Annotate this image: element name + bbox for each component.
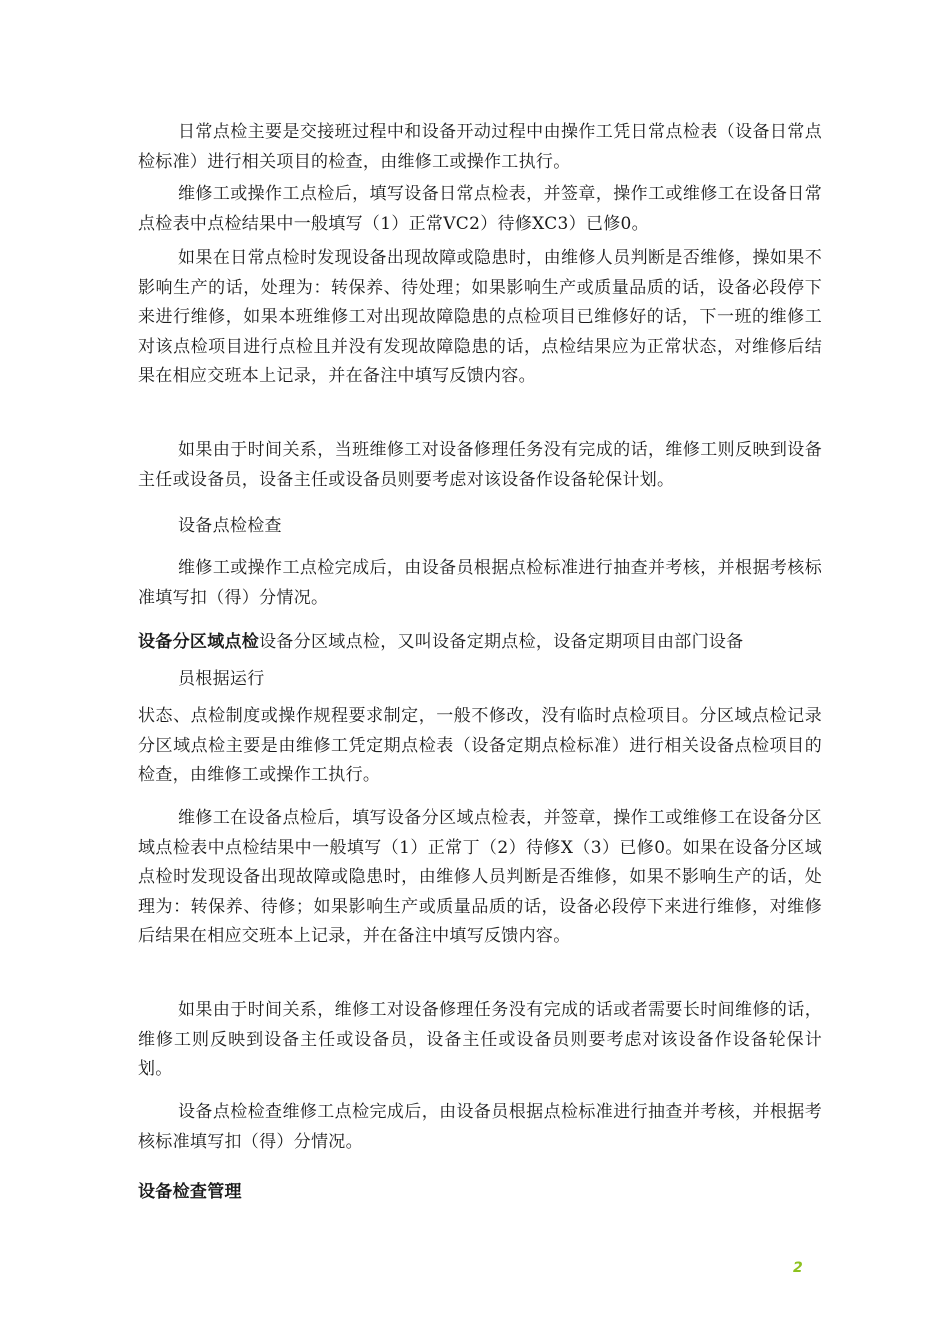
paragraph-zone-time-constraint: 如果由于时间关系，维修工对设备修理任务没有完成的话或者需要长时间维修的话，维修工则反映到设备主任或设备员，设备主任或设备员则要考虑对该设备作设备轮保计划。 [138,1000,822,1079]
zone-inspection-heading: 设备分区域点检 [138,632,260,652]
paragraph-fault-handling: 如果在日常点检时发现设备出现故障或隐患时，由维修人员判断是否维修，操如果不影响生产的话，处理为：转保养、待处理；如果影响生产或质量品质的话，设备必段停下来进行维修，如果本班维修工对出现故障隐患的点检项目已维修好的话，下一班的维修工对该点检项目进行点检且并没有发现故障隐患的话，点检结果应为正常状态，对维修后结果在相应交班本上记录，并在备注中填写反馈内容。 [138,248,822,386]
paragraph-zone-inspection-cont: 员根据运行 [178,669,265,689]
page-number: 2 [793,1260,803,1276]
paragraph-zone-inspection [138,628,822,658]
paragraph-zone-fill: 维修工在设备点检后，填写设备分区域点检表，并签章，操作工或维修工在设备分区域点检表中点检结果中一般填写（1）正常丁（2）待修X（3）已修0。如果在设备分区域点检时发现设备出现故障或隐患时，由维修人员判断是否维修，如果不影响生产的话，处理为：转保养、待修；如果影响生产或质量品质的话，设备必段停下来进行维修，对维修后结果在相应交班本上记录，并在备注中填写反馈内容。 [138,808,822,946]
zone-inspection-text: 设备分区域点检，又叫设备定期点检，设备定期项目由部门设备 [259,632,744,652]
section-heading-equipment-check: 设备检查管理 [138,1182,242,1202]
paragraph-zone-check: 设备点检检查维修工点检完成后，由设备员根据点检标准进行抽查并考核，并根据考核标准填写扣（得）分情况。 [138,1102,822,1152]
paragraph-daily-record: 维修工或操作工点检后，填写设备日常点检表，并签章，操作工或维修工在设备日常点检表中点检结果中一般填写（1）正常VC2）待修XC3）已修0。 [138,184,822,234]
paragraph-inspection-check: 维修工或操作工点检完成后，由设备员根据点检标准进行抽查并考核，并根据考核标准填写扣（得）分情况。 [138,558,822,608]
paragraph-inspection-check-title: 设备点检检查 [178,516,282,536]
paragraph-daily-inspection: 日常点检主要是交接班过程中和设备开动过程中由操作工凭日常点检表（设备日常点检标准）进行相关项目的检查，由维修工或操作工执行。 [138,122,822,172]
paragraph-time-constraint: 如果由于时间关系，当班维修工对设备修理任务没有完成的话，维修工则反映到设备主任或设备员，设备主任或设备员则要考虑对该设备作设备轮保计划。 [138,440,822,490]
paragraph-zone-record: 状态、点检制度或操作规程要求制定，一般不修改，没有临时点检项目。分区域点检记录分区域点检主要是由维修工凭定期点检表（设备定期点检标准）进行相关设备点检项目的检查，由维修工或操作工执行。 [138,706,822,785]
